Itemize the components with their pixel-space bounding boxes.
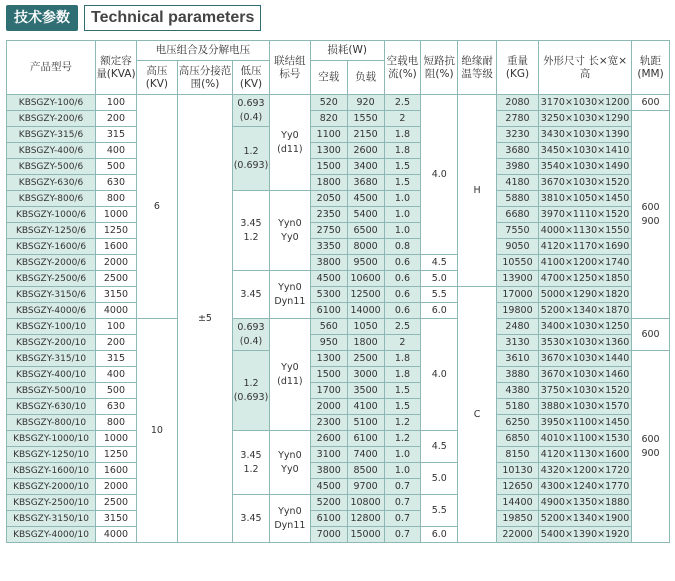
header-weight: 重量(KG) (497, 41, 539, 95)
load-loss-cell: 9500 (347, 255, 384, 271)
dims-cell: 5000×1290×1820 (538, 287, 631, 303)
dims-cell: 3670×1030×1440 (538, 351, 631, 367)
header-model: 产品型号 (7, 41, 96, 95)
table-row (7, 111, 670, 127)
noload-loss-cell: 1300 (310, 351, 347, 367)
gauge-cell: 600 (632, 319, 670, 351)
gauge-cell: 600 (632, 95, 670, 111)
dims-cell: 4120×1170×1690 (538, 239, 631, 255)
noload-loss-cell: 3350 (310, 239, 347, 255)
model-cell: KBSGZY-3150/10 (7, 511, 96, 527)
table-row (7, 447, 670, 463)
cn-title: 技术参数 (6, 5, 78, 31)
capacity-cell: 1600 (96, 463, 137, 479)
capacity-cell: 500 (96, 159, 137, 175)
noload-loss-cell: 6100 (310, 303, 347, 319)
lv-cell: 0.693 (0.4) (233, 319, 270, 351)
capacity-cell: 315 (96, 351, 137, 367)
dims-cell: 3810×1050×1450 (538, 191, 631, 207)
table-row (7, 527, 670, 543)
table-row (7, 367, 670, 383)
weight-cell: 3680 (497, 143, 539, 159)
capacity-cell: 500 (96, 383, 137, 399)
load-loss-cell: 3680 (347, 175, 384, 191)
model-cell: KBSGZY-200/10 (7, 335, 96, 351)
model-cell: KBSGZY-500/10 (7, 383, 96, 399)
load-loss-cell: 1800 (347, 335, 384, 351)
load-loss-cell: 2600 (347, 143, 384, 159)
lv-cell: 1.2 (0.693) (233, 351, 270, 431)
noload-loss-cell: 5300 (310, 287, 347, 303)
impedance-cell: 5.5 (421, 287, 458, 303)
weight-cell: 22000 (497, 527, 539, 543)
noload-current-cell: 0.6 (384, 303, 421, 319)
noload-loss-cell: 7000 (310, 527, 347, 543)
weight-cell: 5180 (497, 399, 539, 415)
table-row (7, 463, 670, 479)
dims-cell: 3670×1030×1520 (538, 175, 631, 191)
model-cell: KBSGZY-1600/10 (7, 463, 96, 479)
table-row (7, 223, 670, 239)
table-row (7, 399, 670, 415)
model-cell: KBSGZY-630/10 (7, 399, 96, 415)
noload-loss-cell: 1800 (310, 175, 347, 191)
noload-loss-cell: 1500 (310, 367, 347, 383)
dims-cell: 4100×1200×1740 (538, 255, 631, 271)
load-loss-cell: 9700 (347, 479, 384, 495)
noload-loss-cell: 2050 (310, 191, 347, 207)
dims-cell: 4320×1200×1720 (538, 463, 631, 479)
dims-cell: 3170×1030×1200 (538, 95, 631, 111)
connection-cell: Yy0 (d11) (269, 95, 310, 191)
header-voltage-group: 电压组合及分解电压 (136, 41, 269, 61)
weight-cell: 17000 (497, 287, 539, 303)
load-loss-cell: 1050 (347, 319, 384, 335)
noload-loss-cell: 950 (310, 335, 347, 351)
load-loss-cell: 3500 (347, 383, 384, 399)
capacity-cell: 1000 (96, 207, 137, 223)
weight-cell: 3610 (497, 351, 539, 367)
weight-cell: 4380 (497, 383, 539, 399)
table-row (7, 287, 670, 303)
impedance-cell: 5.0 (421, 463, 458, 495)
capacity-cell: 400 (96, 143, 137, 159)
dims-cell: 4900×1350×1880 (538, 495, 631, 511)
load-loss-cell: 7400 (347, 447, 384, 463)
capacity-cell: 800 (96, 191, 137, 207)
impedance-cell: 4.5 (421, 431, 458, 463)
noload-loss-cell: 3100 (310, 447, 347, 463)
header-lv: 低压(KV) (233, 61, 270, 95)
load-loss-cell: 10800 (347, 495, 384, 511)
capacity-cell: 200 (96, 335, 137, 351)
weight-cell: 6250 (497, 415, 539, 431)
hv-cell: 6 (136, 95, 177, 319)
noload-loss-cell: 4500 (310, 479, 347, 495)
noload-current-cell: 1.0 (384, 191, 421, 207)
noload-current-cell: 0.6 (384, 255, 421, 271)
table-row (7, 271, 670, 287)
weight-cell: 14400 (497, 495, 539, 511)
noload-loss-cell: 1300 (310, 143, 347, 159)
dims-cell: 5200×1340×1900 (538, 511, 631, 527)
weight-cell: 8150 (497, 447, 539, 463)
load-loss-cell: 6100 (347, 431, 384, 447)
insulation-cell: C (458, 287, 497, 543)
model-cell: KBSGZY-3150/6 (7, 287, 96, 303)
technical-parameters-table (6, 40, 670, 543)
model-cell: KBSGZY-400/10 (7, 367, 96, 383)
weight-cell: 10550 (497, 255, 539, 271)
connection-cell: Yyn0 Dyn11 (269, 271, 310, 319)
noload-loss-cell: 1700 (310, 383, 347, 399)
table-row (7, 143, 670, 159)
noload-current-cell: 1.5 (384, 175, 421, 191)
impedance-cell: 4.5 (421, 255, 458, 271)
load-loss-cell: 3000 (347, 367, 384, 383)
weight-cell: 6680 (497, 207, 539, 223)
noload-loss-cell: 3800 (310, 255, 347, 271)
table-body (7, 95, 670, 543)
load-loss-cell: 4100 (347, 399, 384, 415)
noload-loss-cell: 4500 (310, 271, 347, 287)
capacity-cell: 2500 (96, 495, 137, 511)
table-row (7, 415, 670, 431)
header-load: 负载 (347, 61, 384, 95)
section-header (6, 4, 261, 32)
noload-current-cell: 2.5 (384, 319, 421, 335)
gauge-cell: 600 900 (632, 111, 670, 319)
weight-cell: 19800 (497, 303, 539, 319)
noload-loss-cell: 820 (310, 111, 347, 127)
header-connection: 联结组标号 (269, 41, 310, 95)
load-loss-cell: 3400 (347, 159, 384, 175)
weight-cell: 12650 (497, 479, 539, 495)
lv-cell: 3.45 (233, 271, 270, 319)
capacity-cell: 100 (96, 319, 137, 335)
noload-current-cell: 1.5 (384, 383, 421, 399)
weight-cell: 19850 (497, 511, 539, 527)
header-loss-group: 损耗(W) (310, 41, 384, 61)
model-cell: KBSGZY-2000/6 (7, 255, 96, 271)
table-row (7, 351, 670, 367)
capacity-cell: 2000 (96, 479, 137, 495)
weight-cell: 3130 (497, 335, 539, 351)
dims-cell: 3970×1110×1520 (538, 207, 631, 223)
noload-current-cell: 2 (384, 335, 421, 351)
header-insulation: 绝缘耐温等级 (458, 41, 497, 95)
model-cell: KBSGZY-2500/6 (7, 271, 96, 287)
noload-current-cell: 2.5 (384, 95, 421, 111)
load-loss-cell: 14000 (347, 303, 384, 319)
model-cell: KBSGZY-4000/6 (7, 303, 96, 319)
connection-cell: Yyn0 Dyn11 (269, 495, 310, 543)
weight-cell: 10130 (497, 463, 539, 479)
weight-cell: 3980 (497, 159, 539, 175)
weight-cell: 2480 (497, 319, 539, 335)
dims-cell: 3880×1030×1570 (538, 399, 631, 415)
capacity-cell: 315 (96, 127, 137, 143)
capacity-cell: 1600 (96, 239, 137, 255)
noload-current-cell: 2 (384, 111, 421, 127)
table-row (7, 239, 670, 255)
connection-cell: Yy0 (d11) (269, 319, 310, 431)
header-gauge: 轨距(MM) (632, 41, 670, 95)
dims-cell: 4120×1130×1600 (538, 447, 631, 463)
model-cell: KBSGZY-100/6 (7, 95, 96, 111)
capacity-cell: 3150 (96, 287, 137, 303)
table-row (7, 495, 670, 511)
dims-cell: 3950×1100×1450 (538, 415, 631, 431)
header-current: 空载电流(%) (384, 41, 421, 95)
table-row (7, 127, 670, 143)
header-tap: 高压分接范围(%) (177, 61, 232, 95)
table-row (7, 319, 670, 335)
noload-loss-cell: 2300 (310, 415, 347, 431)
weight-cell: 3230 (497, 127, 539, 143)
model-cell: KBSGZY-100/10 (7, 319, 96, 335)
lv-cell: 3.45 1.2 (233, 431, 270, 495)
capacity-cell: 4000 (96, 527, 137, 543)
dims-cell: 5400×1390×1920 (538, 527, 631, 543)
weight-cell: 13900 (497, 271, 539, 287)
noload-loss-cell: 2350 (310, 207, 347, 223)
table-row (7, 207, 670, 223)
noload-current-cell: 1.8 (384, 351, 421, 367)
table-row (7, 303, 670, 319)
table-row (7, 511, 670, 527)
weight-cell: 9050 (497, 239, 539, 255)
model-cell: KBSGZY-4000/10 (7, 527, 96, 543)
weight-cell: 6850 (497, 431, 539, 447)
load-loss-cell: 2500 (347, 351, 384, 367)
dims-cell: 3670×1030×1460 (538, 367, 631, 383)
model-cell: KBSGZY-2000/10 (7, 479, 96, 495)
impedance-cell: 6.0 (421, 527, 458, 543)
dims-cell: 3400×1030×1250 (538, 319, 631, 335)
header-dims: 外形尺寸 长×宽×高 (538, 41, 631, 95)
weight-cell: 2080 (497, 95, 539, 111)
table-row (7, 335, 670, 351)
noload-current-cell: 1.0 (384, 223, 421, 239)
capacity-cell: 630 (96, 175, 137, 191)
noload-current-cell: 1.5 (384, 159, 421, 175)
model-cell: KBSGZY-1000/6 (7, 207, 96, 223)
tap-cell: ±5 (177, 95, 232, 543)
noload-current-cell: 0.6 (384, 287, 421, 303)
capacity-cell: 2000 (96, 255, 137, 271)
impedance-cell: 5.0 (421, 271, 458, 287)
noload-current-cell: 0.6 (384, 271, 421, 287)
capacity-cell: 3150 (96, 511, 137, 527)
noload-current-cell: 1.0 (384, 463, 421, 479)
load-loss-cell: 10600 (347, 271, 384, 287)
connection-cell: Yyn0 Yy0 (269, 191, 310, 271)
capacity-cell: 100 (96, 95, 137, 111)
noload-loss-cell: 2750 (310, 223, 347, 239)
table-row (7, 95, 670, 111)
model-cell: KBSGZY-315/6 (7, 127, 96, 143)
table-row (7, 255, 670, 271)
capacity-cell: 4000 (96, 303, 137, 319)
table-row (7, 431, 670, 447)
model-cell: KBSGZY-400/6 (7, 143, 96, 159)
lv-cell: 3.45 1.2 (233, 191, 270, 271)
impedance-cell: 4.0 (421, 319, 458, 431)
model-cell: KBSGZY-200/6 (7, 111, 96, 127)
weight-cell: 2780 (497, 111, 539, 127)
weight-cell: 3880 (497, 367, 539, 383)
table-row (7, 383, 670, 399)
load-loss-cell: 5400 (347, 207, 384, 223)
noload-loss-cell: 1100 (310, 127, 347, 143)
noload-loss-cell: 5200 (310, 495, 347, 511)
load-loss-cell: 8000 (347, 239, 384, 255)
dims-cell: 4300×1240×1770 (538, 479, 631, 495)
dims-cell: 4010×1100×1530 (538, 431, 631, 447)
table-row (7, 479, 670, 495)
table-row (7, 175, 670, 191)
load-loss-cell: 5100 (347, 415, 384, 431)
noload-loss-cell: 2600 (310, 431, 347, 447)
noload-current-cell: 1.8 (384, 367, 421, 383)
load-loss-cell: 4500 (347, 191, 384, 207)
capacity-cell: 200 (96, 111, 137, 127)
noload-current-cell: 1.2 (384, 431, 421, 447)
dims-cell: 4000×1130×1550 (538, 223, 631, 239)
connection-cell: Yyn0 Yy0 (269, 431, 310, 495)
model-cell: KBSGZY-2500/10 (7, 495, 96, 511)
gauge-cell: 600 900 (632, 351, 670, 543)
dims-cell: 3450×1030×1410 (538, 143, 631, 159)
load-loss-cell: 12800 (347, 511, 384, 527)
model-cell: KBSGZY-315/10 (7, 351, 96, 367)
load-loss-cell: 8500 (347, 463, 384, 479)
noload-current-cell: 0.7 (384, 511, 421, 527)
model-cell: KBSGZY-1600/6 (7, 239, 96, 255)
load-loss-cell: 1550 (347, 111, 384, 127)
lv-cell: 3.45 (233, 495, 270, 543)
load-loss-cell: 920 (347, 95, 384, 111)
table-row (7, 159, 670, 175)
insulation-cell: H (458, 95, 497, 287)
noload-current-cell: 1.0 (384, 207, 421, 223)
model-cell: KBSGZY-1250/6 (7, 223, 96, 239)
capacity-cell: 2500 (96, 271, 137, 287)
impedance-cell: 5.5 (421, 495, 458, 527)
model-cell: KBSGZY-800/10 (7, 415, 96, 431)
noload-loss-cell: 2000 (310, 399, 347, 415)
capacity-cell: 400 (96, 367, 137, 383)
weight-cell: 5880 (497, 191, 539, 207)
noload-current-cell: 1.8 (384, 127, 421, 143)
weight-cell: 7550 (497, 223, 539, 239)
dims-cell: 3430×1030×1390 (538, 127, 631, 143)
model-cell: KBSGZY-800/6 (7, 191, 96, 207)
dims-cell: 5200×1340×1870 (538, 303, 631, 319)
noload-loss-cell: 6100 (310, 511, 347, 527)
lv-cell: 0.693 (0.4) (233, 95, 270, 127)
model-cell: KBSGZY-630/6 (7, 175, 96, 191)
dims-cell: 3530×1030×1360 (538, 335, 631, 351)
noload-current-cell: 1.0 (384, 447, 421, 463)
table-row (7, 191, 670, 207)
capacity-cell: 1250 (96, 223, 137, 239)
capacity-cell: 630 (96, 399, 137, 415)
noload-current-cell: 1.5 (384, 399, 421, 415)
noload-loss-cell: 560 (310, 319, 347, 335)
header-hv: 高压(KV) (136, 61, 177, 95)
dims-cell: 4700×1250×1850 (538, 271, 631, 287)
model-cell: KBSGZY-1000/10 (7, 431, 96, 447)
dims-cell: 3540×1030×1490 (538, 159, 631, 175)
load-loss-cell: 6500 (347, 223, 384, 239)
capacity-cell: 800 (96, 415, 137, 431)
noload-loss-cell: 1500 (310, 159, 347, 175)
header-impedance: 短路抗阻(%) (421, 41, 458, 95)
en-title: Technical parameters (84, 5, 261, 31)
impedance-cell: 4.0 (421, 95, 458, 255)
load-loss-cell: 2150 (347, 127, 384, 143)
noload-current-cell: 0.7 (384, 479, 421, 495)
impedance-cell: 6.0 (421, 303, 458, 319)
noload-loss-cell: 520 (310, 95, 347, 111)
model-cell: KBSGZY-1250/10 (7, 447, 96, 463)
model-cell: KBSGZY-500/6 (7, 159, 96, 175)
capacity-cell: 1250 (96, 447, 137, 463)
lv-cell: 1.2 (0.693) (233, 127, 270, 191)
header-noload: 空载 (310, 61, 347, 95)
capacity-cell: 1000 (96, 431, 137, 447)
noload-current-cell: 0.7 (384, 495, 421, 511)
dims-cell: 3250×1030×1290 (538, 111, 631, 127)
hv-cell: 10 (136, 319, 177, 543)
noload-current-cell: 0.8 (384, 239, 421, 255)
noload-current-cell: 1.2 (384, 415, 421, 431)
noload-loss-cell: 3800 (310, 463, 347, 479)
weight-cell: 4180 (497, 175, 539, 191)
header-capacity: 额定容量(KVA) (96, 41, 137, 95)
noload-current-cell: 1.8 (384, 143, 421, 159)
load-loss-cell: 12500 (347, 287, 384, 303)
noload-current-cell: 0.7 (384, 527, 421, 543)
load-loss-cell: 15000 (347, 527, 384, 543)
dims-cell: 3750×1030×1520 (538, 383, 631, 399)
